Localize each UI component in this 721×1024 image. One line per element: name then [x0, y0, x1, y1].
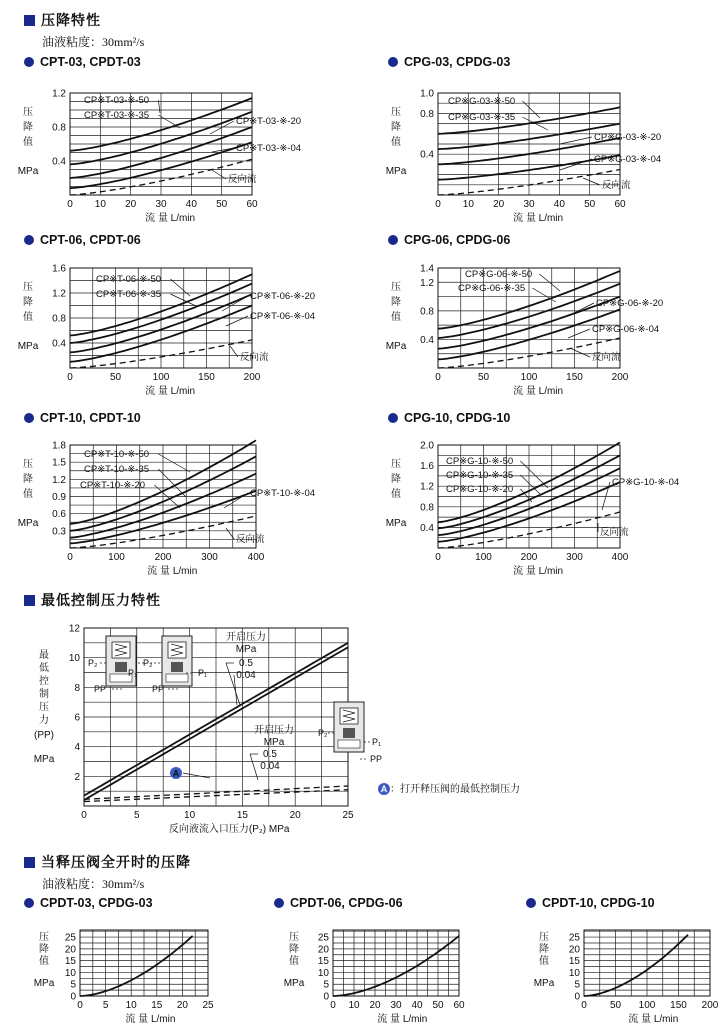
y-tick-label: 0.4 [420, 522, 434, 534]
series-label: CP※G-10-※-50 [446, 456, 514, 467]
y-axis-label-char: 值 [391, 137, 401, 148]
y-axis-label-char: 值 [23, 137, 33, 148]
y-axis-label-char: 值 [289, 956, 299, 967]
value-0-5-b: 0.5 [263, 749, 277, 760]
x-tick-label: 0 [435, 199, 441, 210]
y-tick-label: 12 [68, 623, 80, 635]
series-label: CP※G-06-※-50 [465, 269, 533, 280]
x-tick-label: 60 [614, 199, 626, 210]
x-axis-label: 流 量 L/min [377, 1014, 428, 1024]
y-tick-label: 2 [74, 771, 80, 783]
x-tick-label: 0 [77, 1000, 83, 1011]
y-axis-label-char: 降 [39, 944, 49, 955]
chart-title-cpt10: CPT-10, CPDT-10 [24, 411, 141, 425]
chart-title-full06: CPDT-06, CPDG-06 [274, 896, 403, 910]
chart-full10 [534, 930, 719, 1024]
chart-title-cpg10: CPG-10, CPDG-10 [388, 411, 510, 425]
port-label: P₁ [372, 737, 382, 747]
y-axis-label-char: 压 [23, 459, 33, 470]
y-tick-label: 1.6 [420, 461, 434, 473]
x-tick-label: 0 [81, 810, 87, 821]
leader-line [158, 469, 186, 497]
y-axis-label-char: 最 [39, 650, 49, 661]
y-tick-label: 0.8 [420, 306, 434, 318]
y-tick-label: 0.6 [52, 509, 66, 521]
x-tick-label: 20 [493, 199, 505, 210]
x-tick-label: 300 [566, 552, 583, 563]
leader-line [568, 329, 590, 338]
y-tick-label: 0.9 [52, 492, 66, 503]
series-label: CP※T-03-※-50 [84, 95, 150, 106]
series-label: CP※G-06-※-04 [592, 324, 660, 335]
leader-line [183, 773, 210, 778]
y-tick-label: 0 [574, 991, 580, 1003]
y-tick-label: 6 [74, 712, 80, 724]
y-axis-label-char: 值 [391, 312, 401, 323]
y-axis-label-char: 降 [391, 297, 401, 308]
leader-line [158, 100, 160, 113]
spring-chamber [168, 642, 186, 658]
valve-schematic-1 [106, 636, 136, 686]
y-axis-unit: MPa [33, 754, 55, 765]
y-axis-sub: (PP) [34, 730, 54, 741]
x-tick-label: 200 [243, 372, 261, 383]
leader-line [583, 178, 600, 185]
legend-a: A ：打开释压阀的最低控制压力 [378, 780, 520, 795]
y-axis-label-char: 压 [391, 282, 401, 293]
y-tick-label: 0.8 [52, 313, 66, 325]
x-tick-label: 10 [348, 1000, 360, 1011]
series-label: 反向流 [236, 534, 265, 545]
x-tick-label: 0 [330, 1000, 336, 1011]
y-axis-label-char: 压 [539, 932, 549, 943]
value-0-5-a: 0.5 [239, 658, 253, 669]
y-axis-label-char: 压 [391, 107, 401, 118]
y-axis-unit: MPa [385, 341, 407, 352]
y-tick-label: 1.2 [420, 277, 434, 289]
x-tick-label: 10 [462, 199, 474, 210]
x-tick-label: 200 [154, 552, 172, 563]
x-tick-label: 150 [670, 1000, 687, 1011]
leader-line [560, 137, 592, 144]
chart-minpilot [34, 624, 354, 836]
x-tick-label: 20 [176, 1000, 188, 1011]
y-axis-label-char: 降 [289, 944, 299, 955]
section-title-min-pilot: 最低控制压力特性 [24, 590, 161, 610]
port-label: P₁ [128, 668, 138, 678]
y-tick-label: 20 [64, 944, 76, 956]
y-tick-label: 10 [68, 653, 80, 665]
mpa-label-2: MPa [263, 737, 285, 748]
x-tick-label: 50 [609, 1000, 622, 1011]
series-label: CP※G-06-※-20 [596, 298, 664, 309]
y-tick-label: 15 [64, 956, 76, 968]
chart-cpg10 [386, 441, 679, 578]
series-label: CP※G-10-※-35 [446, 470, 514, 481]
y-axis-label-char: 值 [539, 956, 549, 967]
series-label: CP※T-06-※-20 [250, 291, 316, 302]
spring-chamber [340, 708, 358, 724]
y-tick-label: 4 [74, 742, 80, 754]
series-label: CP※G-03-※-35 [448, 112, 516, 123]
x-tick-label: 20 [369, 1000, 381, 1011]
valve-schematic-2 [162, 636, 192, 686]
x-axis-label: 流 量 L/min [147, 566, 198, 577]
poppet [171, 662, 183, 672]
series-label: CP※G-06-※-35 [458, 283, 526, 294]
y-axis-label-char: 制 [39, 689, 49, 700]
y-tick-label: 5 [323, 979, 329, 991]
series-label: CP※G-03-※-50 [448, 96, 516, 107]
y-axis-label-char: 压 [391, 459, 401, 470]
poppet [343, 728, 355, 738]
y-tick-label: 0.8 [420, 502, 434, 514]
series-label: CP※T-03-※-20 [236, 116, 302, 127]
a-circle-icon: A [378, 783, 390, 795]
x-tick-label: 30 [390, 1000, 402, 1011]
y-tick-label: 0.4 [52, 338, 66, 350]
leader-line [522, 101, 540, 118]
x-axis-label: 流 量 L/min [145, 386, 196, 397]
y-tick-label: 10 [64, 967, 76, 979]
y-tick-label: 5 [70, 979, 76, 991]
y-tick-label: 8 [74, 682, 80, 694]
x-axis-label: 反向液流入口压力(P₂) MPa [168, 824, 290, 835]
chart-full03 [34, 930, 214, 1024]
x-tick-label: 0 [67, 372, 73, 383]
x-tick-label: 150 [566, 372, 583, 383]
y-axis-label-char: 值 [39, 956, 49, 967]
y-axis-label-char: 压 [39, 932, 49, 943]
poppet [115, 662, 127, 672]
x-tick-label: 50 [216, 199, 228, 210]
x-tick-label: 300 [201, 552, 218, 563]
series-label: CP※G-03-※-20 [594, 132, 662, 143]
x-tick-label: 200 [701, 1000, 719, 1011]
leader-line [158, 115, 180, 128]
x-tick-label: 400 [247, 552, 265, 563]
x-tick-label: 20 [289, 810, 301, 821]
y-axis-label-char: 低 [39, 663, 49, 674]
port-label: PP [152, 684, 165, 694]
x-tick-label: 0 [67, 199, 73, 210]
leader-line [568, 303, 594, 316]
series-label: CP※T-10-※-04 [250, 488, 316, 499]
y-axis-label-char: 值 [391, 489, 401, 500]
x-tick-label: 30 [523, 199, 535, 210]
series-label: 反向流 [600, 527, 629, 538]
series-label: 反向流 [240, 352, 269, 363]
a-marker-label: A [172, 768, 180, 779]
open-pressure-label-1: 开启压力 [226, 632, 266, 643]
y-axis-unit: MPa [33, 978, 55, 989]
x-tick-label: 15 [151, 1000, 163, 1011]
y-tick-label: 0.3 [52, 526, 66, 538]
pilot-chamber [338, 740, 360, 748]
y-tick-label: 25 [317, 932, 329, 944]
x-tick-label: 30 [155, 199, 167, 210]
leader-line [170, 279, 190, 296]
x-tick-label: 50 [432, 1000, 444, 1011]
y-tick-label: 10 [568, 967, 580, 979]
y-tick-label: 0.8 [420, 108, 434, 120]
y-tick-label: 1.6 [52, 263, 66, 275]
open-pressure-label-2: 开启压力 [254, 725, 294, 736]
x-tick-label: 10 [184, 810, 196, 821]
series-label: CP※T-03-※-35 [84, 110, 150, 121]
x-tick-label: 50 [477, 372, 490, 383]
y-tick-label: 20 [568, 944, 580, 956]
y-axis-label-char: 降 [391, 474, 401, 485]
port-label: PP [370, 754, 383, 764]
chart-title-cpt03: CPT-03, CPDT-03 [24, 55, 141, 69]
y-tick-label: 0.4 [420, 149, 434, 161]
series-label: CP※G-10-※-04 [612, 477, 680, 488]
port-label: P₂ [143, 658, 153, 668]
y-tick-label: 25 [64, 932, 76, 944]
x-axis-label: 流 量 L/min [513, 213, 564, 224]
y-axis-label-char: 降 [23, 297, 33, 308]
series-label: 反向流 [228, 174, 257, 185]
x-tick-label: 60 [246, 199, 258, 210]
x-tick-label: 0 [67, 552, 73, 563]
x-tick-label: 40 [185, 199, 197, 210]
y-tick-label: 0.4 [420, 334, 434, 346]
series-label: CP※T-06-※-35 [96, 289, 162, 300]
x-tick-label: 60 [453, 1000, 465, 1011]
value-0-04-b: 0.04 [260, 761, 280, 772]
x-tick-label: 50 [584, 199, 596, 210]
x-tick-label: 10 [94, 199, 106, 210]
y-axis-label-char: 降 [391, 122, 401, 133]
spring-chamber [112, 642, 130, 658]
x-tick-label: 0 [435, 372, 441, 383]
y-axis-unit: MPa [17, 518, 39, 529]
y-tick-label: 15 [568, 956, 580, 968]
section-title-full-open: 当释压阀全开时的压降 [24, 852, 191, 872]
x-tick-label: 25 [202, 1000, 214, 1011]
series-label: CP※T-10-※-50 [84, 449, 150, 460]
oil-viscosity-note-2: 油液粘度：30mm²/s [42, 877, 145, 891]
y-tick-label: 1.8 [52, 440, 66, 452]
series-label: CP※T-10-※-35 [84, 464, 150, 475]
x-tick-label: 200 [611, 372, 629, 383]
oil-viscosity-note: 油液粘度：30mm²/s [42, 35, 145, 49]
y-tick-label: 0.4 [52, 156, 66, 168]
y-tick-label: 25 [568, 932, 580, 944]
y-axis-label-char: 值 [23, 312, 33, 323]
series-label: CP※T-06-※-04 [250, 311, 316, 322]
port-label: P₁ [198, 668, 208, 678]
y-axis-unit: MPa [385, 166, 407, 177]
x-tick-label: 20 [125, 199, 137, 210]
series-label: CP※T-03-※-04 [236, 143, 302, 154]
x-axis-label: 流 量 L/min [145, 213, 196, 224]
y-axis-label-char: 压 [23, 282, 33, 293]
x-tick-label: 100 [108, 552, 125, 563]
value-0-04-a: 0.04 [236, 670, 256, 681]
y-tick-label: 0 [70, 991, 76, 1003]
y-axis-label-char: 压 [23, 107, 33, 118]
x-tick-label: 5 [102, 1000, 109, 1011]
x-tick-label: 10 [125, 1000, 137, 1011]
y-tick-label: 1.2 [420, 481, 434, 493]
y-axis-label-char: 控 [39, 676, 49, 687]
pilot-chamber [166, 674, 188, 682]
x-tick-label: 15 [236, 810, 248, 821]
series-label: CP※G-03-※-04 [594, 154, 662, 165]
y-axis-label-char: 压 [39, 702, 49, 713]
y-tick-label: 0 [323, 991, 329, 1003]
chart-cpg03 [386, 89, 661, 225]
chart-cpt06 [18, 264, 315, 398]
chart-title-cpt06: CPT-06, CPDT-06 [24, 233, 141, 247]
chart-title-full10: CPDT-10, CPDG-10 [526, 896, 655, 910]
series-label: 反向流 [592, 352, 621, 363]
x-tick-label: 5 [134, 810, 140, 821]
y-axis-unit: MPa [17, 166, 39, 177]
x-tick-label: 400 [611, 552, 629, 563]
x-tick-label: 200 [520, 552, 538, 563]
y-axis-unit: MPa [283, 978, 305, 989]
y-axis-unit: MPa [533, 978, 555, 989]
x-tick-label: 0 [581, 1000, 587, 1011]
y-axis-label-char: 压 [289, 932, 299, 943]
y-tick-label: 1.5 [52, 457, 66, 469]
y-tick-label: 20 [317, 944, 329, 956]
y-tick-label: 10 [317, 967, 329, 979]
x-tick-label: 40 [553, 199, 565, 210]
port-label: P₂ [318, 728, 328, 738]
x-axis-label: 流 量 L/min [125, 1014, 176, 1024]
chart-title-cpg06: CPG-06, CPDG-06 [388, 233, 510, 247]
y-axis-label-char: 降 [23, 122, 33, 133]
y-tick-label: 0.8 [52, 122, 66, 134]
y-tick-label: 1.2 [52, 288, 66, 300]
x-tick-label: 0 [435, 552, 441, 563]
series-label: 反向流 [602, 180, 631, 191]
valve-schematic-3 [334, 702, 364, 752]
series-label: CP※G-10-※-20 [446, 484, 514, 495]
port-label: PP [94, 684, 107, 694]
y-axis-label-char: 力 [39, 715, 49, 726]
y-axis-label-char: 降 [23, 474, 33, 485]
chart-cpt10 [18, 440, 315, 577]
x-axis-label: 流 量 L/min [628, 1014, 679, 1024]
x-tick-label: 40 [411, 1000, 423, 1011]
y-tick-label: 1.0 [420, 88, 434, 100]
mpa-label-1: MPa [235, 644, 257, 655]
section-title-pressure-drop: 压降特性 [24, 10, 101, 30]
series-label: CP※T-06-※-50 [96, 274, 162, 285]
series-label: CP※T-10-※-20 [80, 480, 146, 491]
x-tick-label: 100 [475, 552, 492, 563]
chart-cpt03 [18, 89, 301, 225]
chart-full06 [284, 930, 465, 1024]
y-tick-label: 1.4 [420, 263, 434, 275]
y-axis-label-char: 降 [539, 944, 549, 955]
y-tick-label: 15 [317, 956, 329, 968]
port-label: P₂ [88, 658, 98, 668]
x-tick-label: 100 [638, 1000, 656, 1011]
x-tick-label: 50 [109, 372, 122, 383]
x-tick-label: 150 [198, 372, 215, 383]
y-tick-label: 2.0 [420, 440, 434, 452]
leader-line [520, 461, 548, 488]
chart-title-cpg03: CPG-03, CPDG-03 [388, 55, 510, 69]
y-axis-label-char: 值 [23, 489, 33, 500]
chart-cpg06 [386, 264, 663, 398]
chart-title-full03: CPDT-03, CPDG-03 [24, 896, 153, 910]
y-axis-unit: MPa [385, 518, 407, 529]
series-line [80, 936, 193, 996]
x-tick-label: 25 [342, 810, 354, 821]
y-tick-label: 5 [574, 979, 580, 991]
x-tick-label: 100 [520, 372, 538, 383]
x-axis-label: 流 量 L/min [513, 566, 564, 577]
x-axis-label: 流 量 L/min [513, 386, 564, 397]
y-tick-label: 1.2 [52, 474, 66, 486]
y-tick-label: 1.2 [52, 88, 66, 100]
y-axis-unit: MPa [17, 341, 39, 352]
x-tick-label: 100 [152, 372, 170, 383]
